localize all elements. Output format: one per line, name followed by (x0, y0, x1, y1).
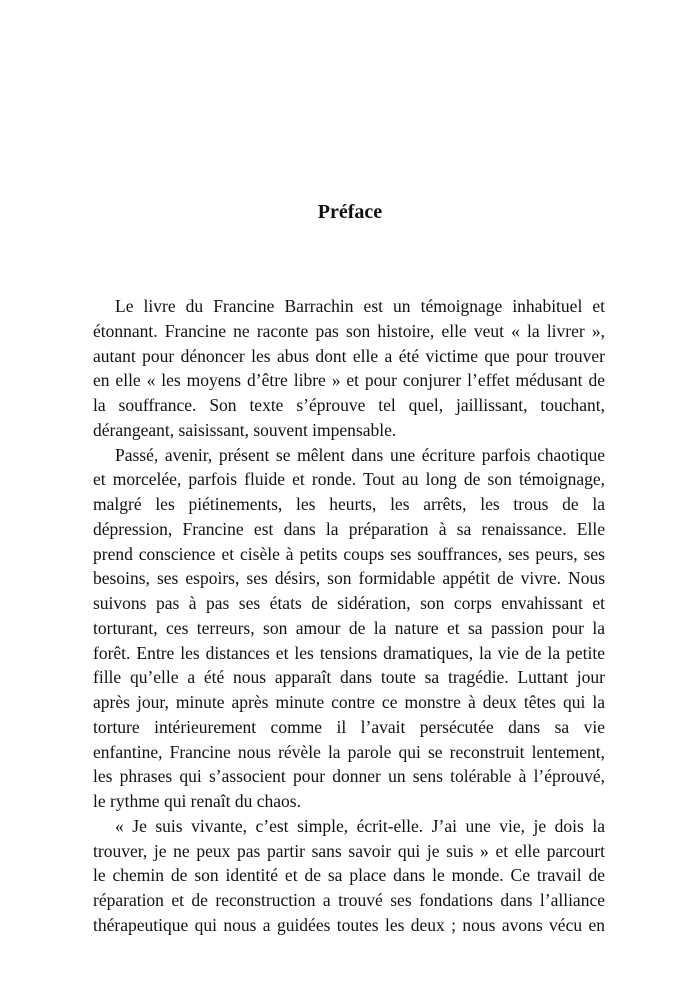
text-line: la souffrance. Son texte s’éprouve tel quel, jaillissant, touchant, (93, 395, 605, 415)
text-line: torture intérieurement comme il l’avait persécutée dans sa vie (93, 716, 605, 737)
text-line: suivons pas à pas ses états de sidération, son corps envahissant et (93, 593, 605, 613)
text-line: après jour, minute après minute contre ce monstre à deux têtes qui la (93, 692, 605, 712)
text-line: forêt. Entre les distances et les tensions dramatiques, la vie de la petite (93, 642, 605, 663)
text-line: « Je suis vivante, c’est simple, écrit-elle. J’ai une vie, je dois la (115, 815, 605, 836)
text-line: fille qu’elle a été nous apparaît dans toute sa tragédie. Luttant jour (93, 667, 605, 688)
text-line: enfantine, Francine nous révèle la parole qui se reconstruit lentement, (93, 741, 605, 762)
preface-body (93, 294, 605, 938)
page-title: Préface (317, 201, 383, 223)
text-line: en elle « les moyens d’être libre » et pour conjurer l’effet médusant de (93, 370, 605, 391)
text-line: dépression, Francine est dans la préparation à sa renaissance. Elle (93, 518, 605, 539)
text-line: Le livre du Francine Barrachin est un témoignage inhabituel et (115, 296, 605, 316)
text-line: le rythme qui renaît du chaos. (93, 791, 301, 811)
text-line: réparation et de reconstruction a trouvé ses fondations dans l’alliance (93, 890, 605, 910)
text-line: besoins, ses espoirs, ses désirs, son formidable appétit de vivre. Nous (93, 568, 605, 589)
text-line: malgré les piétinements, les heurts, les arrêts, les trous de la (93, 494, 605, 514)
text-line: dérangeant, saisissant, souvent impensable. (93, 419, 397, 440)
text-line: Passé, avenir, présent se mêlent dans une écriture parfois chaotique (115, 444, 605, 465)
text-line: et morcelée, parfois fluide et ronde. Tout au long de son témoignage, (93, 469, 605, 490)
text-line: les phrases qui s’associent pour donner un sens tolérable à l’éprouvé, (93, 766, 605, 787)
text-line: prend conscience et cisèle à petits coups ses souffrances, ses peurs, ses (93, 543, 605, 564)
paragraph-1 (93, 294, 605, 443)
text-line: étonnant. Francine ne raconte pas son histoire, elle veut « la livrer », (93, 320, 605, 341)
paragraph-3 (93, 814, 605, 938)
paragraph-2 (93, 443, 605, 814)
text-line: thérapeutique qui nous a guidées toutes les deux ; nous avons vécu en (93, 914, 605, 935)
text-line: le chemin de son identité et de sa place dans le monde. Ce travail de (93, 865, 605, 886)
text-line: torturant, ces terreurs, son amour de la nature et sa passion pour la (93, 617, 605, 638)
text-line: trouver, je ne peux pas partir sans savoir qui je suis » et elle parcourt (93, 840, 605, 861)
text-line: autant pour dénoncer les abus dont elle a été victime que pour trouver (93, 345, 605, 366)
